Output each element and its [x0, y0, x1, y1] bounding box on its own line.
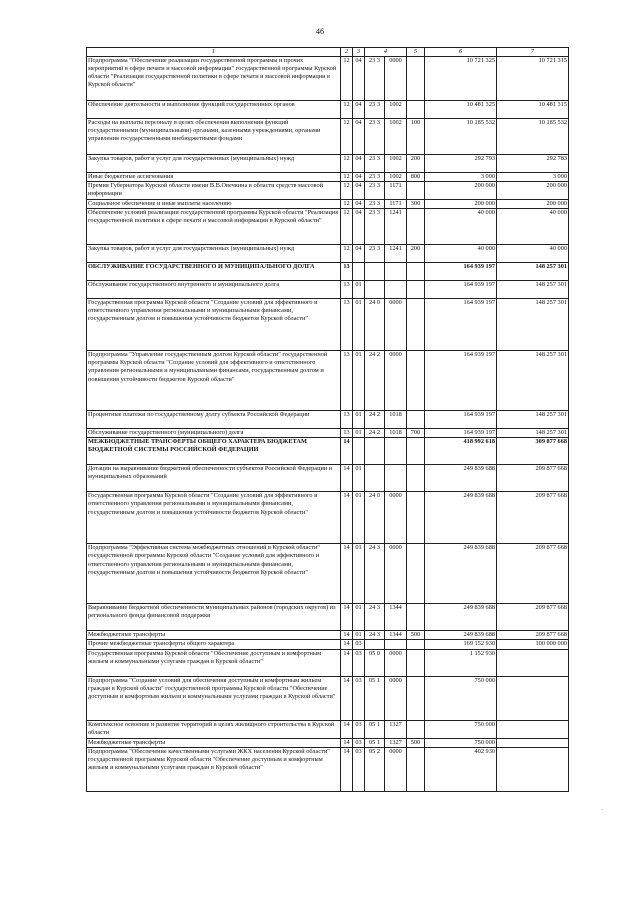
row-program-cell — [365, 281, 385, 299]
header-col-5: 5 — [407, 48, 425, 57]
row-expense-type-cell — [407, 351, 425, 411]
row-subsection-cell: 01 — [353, 631, 365, 640]
row-amount-col6-cell: 10 481 325 — [425, 101, 497, 119]
row-section-cell: 12 — [341, 119, 353, 155]
row-program-cell: 23 3 — [365, 200, 385, 209]
row-expense-type-cell — [407, 411, 425, 429]
row-direction-cell: 1171 — [385, 200, 407, 209]
row-direction-cell: 1018 — [385, 429, 407, 438]
row-amount-col6-cell: 750 000 — [425, 738, 497, 747]
row-section-cell: 13 — [341, 351, 353, 411]
table-row — [87, 604, 569, 631]
row-direction-cell — [385, 640, 407, 649]
row-expense-type-cell — [407, 544, 425, 604]
row-direction-cell: 0000 — [385, 649, 407, 676]
header-col-3: 3 — [353, 48, 365, 57]
row-subsection-cell — [353, 263, 365, 281]
row-section-cell: 14 — [341, 720, 353, 738]
row-direction-cell: 0000 — [385, 57, 407, 101]
row-section-cell: 12 — [341, 200, 353, 209]
row-amount-col6-cell: 3 000 — [425, 173, 497, 182]
row-program-cell: 05 1 — [365, 738, 385, 747]
row-expense-type-cell — [407, 676, 425, 720]
row-subsection-cell: 01 — [353, 465, 365, 492]
row-name-cell: Обеспечение условий реализации государственной программы Курской области "Реализация государственной политики в сфере печати и массовой информации в Курской области" — [87, 209, 341, 245]
table-row — [87, 155, 569, 173]
row-section-cell: 12 — [341, 245, 353, 263]
row-direction-cell: 1344 — [385, 631, 407, 640]
table-row — [87, 544, 569, 604]
row-section-cell: 13 — [341, 299, 353, 351]
row-expense-type-cell: 700 — [407, 429, 425, 438]
row-section-cell: 13 — [341, 281, 353, 299]
row-subsection-cell: 01 — [353, 281, 365, 299]
row-name-cell: Социальное обеспечение и иные выплаты населению — [87, 200, 341, 209]
row-expense-type-cell — [407, 649, 425, 676]
row-amount-col6-cell: 164 939 197 — [425, 411, 497, 429]
table-row — [87, 676, 569, 720]
row-amount-col7-cell: 100 000 000 — [497, 640, 569, 649]
row-amount-col7-cell: 209 877 668 — [497, 631, 569, 640]
row-expense-type-cell: 500 — [407, 631, 425, 640]
row-name-cell: Выравнивание бюджетной обеспеченности муниципальных районов (городских округов) из регионального фонда финансовой поддержки — [87, 604, 341, 631]
row-section-cell: 14 — [341, 544, 353, 604]
row-subsection-cell: 01 — [353, 492, 365, 544]
row-subsection-cell: 04 — [353, 57, 365, 101]
row-name-cell: Подпрограмма "Создание условий для обеспечения доступным и комфортным жильем граждан в Курской области" государственной программы Курской области "Обеспечение доступным и комфортным жильем и коммунальными услугами граждан в Курской области" — [87, 676, 341, 720]
table-row — [87, 209, 569, 245]
row-expense-type-cell — [407, 209, 425, 245]
row-program-cell: 05 2 — [365, 747, 385, 791]
row-amount-col7-cell: 10 481 315 — [497, 101, 569, 119]
row-name-cell: Расходы на выплаты персоналу в целях обеспечения выполнения функций государственными (муниципальными) органами, казенными учреждениями, органами управления государственными внебюджетными фондами — [87, 119, 341, 155]
row-name-cell: Обслуживание государственного внутреннего и муниципального долга — [87, 281, 341, 299]
row-direction-cell: 1241 — [385, 245, 407, 263]
row-subsection-cell — [353, 438, 365, 465]
row-direction-cell: 0000 — [385, 544, 407, 604]
table-row — [87, 101, 569, 119]
row-program-cell: 24 0 — [365, 492, 385, 544]
table-row — [87, 438, 569, 465]
row-name-cell: МЕЖБЮДЖЕТНЫЕ ТРАНСФЕРТЫ ОБЩЕГО ХАРАКТЕРА БЮДЖЕТАМ БЮДЖЕТНОЙ СИСТЕМЫ РОССИЙСКОЙ ФЕДЕРАЦИИ — [87, 438, 341, 465]
table-row — [87, 738, 569, 747]
row-section-cell: 12 — [341, 182, 353, 200]
row-subsection-cell: 01 — [353, 429, 365, 438]
row-direction-cell: 0000 — [385, 492, 407, 544]
table-row — [87, 429, 569, 438]
row-name-cell: Межбюджетные трансферты — [87, 738, 341, 747]
row-name-cell: ОБСЛУЖИВАНИЕ ГОСУДАРСТВЕННОГО И МУНИЦИПАЛЬНОГО ДОЛГА — [87, 263, 341, 281]
row-amount-col6-cell: 1 152 930 — [425, 649, 497, 676]
row-name-cell: Подпрограмма "Обеспечение качественными услугами ЖКХ населения Курской области" государственной программы Курской области "Обеспечение доступным и комфортным жильем и коммунальными услугами граждан в Курской области" — [87, 747, 341, 791]
header-col-6: 6 — [425, 48, 497, 57]
row-program-cell: 24 2 — [365, 411, 385, 429]
row-amount-col7-cell: 3 000 — [497, 173, 569, 182]
row-direction-cell: 1327 — [385, 720, 407, 738]
header-col-1: 1 — [87, 48, 341, 57]
row-amount-col6-cell: 750 000 — [425, 676, 497, 720]
row-direction-cell — [385, 263, 407, 281]
row-program-cell: 24 0 — [365, 299, 385, 351]
row-expense-type-cell: 500 — [407, 738, 425, 747]
row-name-cell: Государственная программа Курской области "Создание условий для эффективного и ответственного управления региональными и муниципальными финансами, государственным долгом и повышения устойчивости бюджетов Курской области" — [87, 492, 341, 544]
row-amount-col6-cell: 40 000 — [425, 209, 497, 245]
row-name-cell: Государственная программа Курской области "Создание условий для эффективного и ответственного управления региональными и муниципальными финансами, государственным долгом и повышения устойчивости бюджетов Курской области" — [87, 299, 341, 351]
row-expense-type-cell: 300 — [407, 200, 425, 209]
table-row — [87, 351, 569, 411]
row-program-cell: 23 3 — [365, 173, 385, 182]
row-amount-col7-cell: 309 877 668 — [497, 438, 569, 465]
row-name-cell: Закупка товаров, работ и услуг для государственных (муниципальных) нужд — [87, 155, 341, 173]
row-direction-cell: 0000 — [385, 676, 407, 720]
row-subsection-cell: 04 — [353, 173, 365, 182]
row-expense-type-cell — [407, 492, 425, 544]
row-amount-col7-cell — [497, 738, 569, 747]
row-amount-col7-cell: 10 721 315 — [497, 57, 569, 101]
row-subsection-cell: 03 — [353, 649, 365, 676]
row-subsection-cell: 01 — [353, 351, 365, 411]
row-amount-col6-cell: 418 992 618 — [425, 438, 497, 465]
row-expense-type-cell: 100 — [407, 119, 425, 155]
row-amount-col6-cell: 164 939 197 — [425, 299, 497, 351]
table-row — [87, 492, 569, 544]
row-expense-type-cell — [407, 604, 425, 631]
row-subsection-cell: 01 — [353, 299, 365, 351]
row-section-cell: 14 — [341, 676, 353, 720]
page-number: 46 — [316, 27, 324, 36]
table-row — [87, 182, 569, 200]
row-expense-type-cell: 800 — [407, 173, 425, 182]
row-program-cell: 24 3 — [365, 544, 385, 604]
row-program-cell: 05 1 — [365, 720, 385, 738]
row-amount-col6-cell: 164 939 197 — [425, 263, 497, 281]
row-program-cell: 05 0 — [365, 649, 385, 676]
row-subsection-cell: 03 — [353, 640, 365, 649]
row-amount-col7-cell: 209 877 668 — [497, 465, 569, 492]
row-program-cell: 24 2 — [365, 429, 385, 438]
row-direction-cell: 1002 — [385, 119, 407, 155]
row-direction-cell: 0000 — [385, 299, 407, 351]
row-amount-col6-cell: 40 000 — [425, 245, 497, 263]
header-col-4: 4 — [365, 48, 407, 57]
row-name-cell: Подпрограмма "Эффективная система межбюджетных отношений в Курской области" государственной программы Курской области "Создание условий для эффективного и ответственного управления региональными и муниципальными финансами, государственным долгом и повышения устойчивости бюджетов Курской области" — [87, 544, 341, 604]
row-amount-col7-cell: 40 000 — [497, 245, 569, 263]
row-amount-col7-cell: 148 257 301 — [497, 351, 569, 411]
row-section-cell: 14 — [341, 640, 353, 649]
row-section-cell: 14 — [341, 438, 353, 465]
row-amount-col6-cell: 10 185 532 — [425, 119, 497, 155]
row-program-cell — [365, 640, 385, 649]
row-amount-col6-cell: 750 000 — [425, 720, 497, 738]
row-program-cell: 24 2 — [365, 351, 385, 411]
row-name-cell: Комплексное освоение и развитие территорий в целях жилищного строительства в Курской области — [87, 720, 341, 738]
row-program-cell: 24 3 — [365, 604, 385, 631]
row-section-cell: 13 — [341, 411, 353, 429]
row-name-cell: Закупка товаров, работ и услуг для государственных (муниципальных) нужд — [87, 245, 341, 263]
budget-table — [86, 47, 569, 792]
row-direction-cell — [385, 438, 407, 465]
row-expense-type-cell — [407, 465, 425, 492]
row-amount-col7-cell: 200 000 — [497, 182, 569, 200]
row-subsection-cell: 04 — [353, 119, 365, 155]
row-expense-type-cell — [407, 57, 425, 101]
header-col-2: 2 — [341, 48, 353, 57]
row-subsection-cell: 03 — [353, 720, 365, 738]
row-section-cell: 12 — [341, 173, 353, 182]
table-row — [87, 281, 569, 299]
table-row — [87, 200, 569, 209]
row-section-cell: 14 — [341, 631, 353, 640]
row-expense-type-cell — [407, 720, 425, 738]
table-row — [87, 747, 569, 791]
row-amount-col6-cell: 402 930 — [425, 747, 497, 791]
table-row — [87, 299, 569, 351]
row-subsection-cell: 04 — [353, 200, 365, 209]
margin-mark: · — [601, 806, 604, 814]
row-expense-type-cell — [407, 182, 425, 200]
row-program-cell — [365, 263, 385, 281]
row-amount-col7-cell: 148 257 301 — [497, 281, 569, 299]
table-row — [87, 720, 569, 738]
row-section-cell: 14 — [341, 492, 353, 544]
row-section-cell: 14 — [341, 465, 353, 492]
row-amount-col6-cell: 249 839 688 — [425, 544, 497, 604]
row-expense-type-cell — [407, 263, 425, 281]
row-direction-cell — [385, 465, 407, 492]
row-amount-col6-cell: 164 939 197 — [425, 281, 497, 299]
table-row — [87, 245, 569, 263]
row-subsection-cell: 01 — [353, 544, 365, 604]
row-amount-col7-cell: 209 877 668 — [497, 544, 569, 604]
row-name-cell: Подпрограмма "Управление государственным долгом Курской области" государственной программы Курской области "Создание условий для эффективного и ответственного управления региональными и муниципальными финансами, государственным долгом и повышения устойчивости бюджетов Курской области" — [87, 351, 341, 411]
row-section-cell: 13 — [341, 429, 353, 438]
row-name-cell: Обеспечение деятельности и выполнение функций государственных органов — [87, 101, 341, 119]
row-program-cell: 23 3 — [365, 182, 385, 200]
row-subsection-cell: 01 — [353, 604, 365, 631]
row-expense-type-cell — [407, 299, 425, 351]
row-name-cell: Прочие межбюджетные трансферты общего характера — [87, 640, 341, 649]
row-direction-cell: 0000 — [385, 351, 407, 411]
row-name-cell: Подпрограмма "Обеспечение реализации государственной программы и прочих мероприятий в сфере печати и массовой информации" государственной программы Курской области "Реализация государственной политики в сфере печати и массовой информации в Курской области" — [87, 57, 341, 101]
row-expense-type-cell — [407, 281, 425, 299]
row-amount-col7-cell — [497, 747, 569, 791]
row-direction-cell: 1002 — [385, 173, 407, 182]
row-section-cell: 12 — [341, 209, 353, 245]
row-program-cell — [365, 465, 385, 492]
table-body — [87, 57, 569, 792]
row-direction-cell: 1171 — [385, 182, 407, 200]
row-subsection-cell: 04 — [353, 209, 365, 245]
row-program-cell — [365, 438, 385, 465]
row-expense-type-cell: 200 — [407, 155, 425, 173]
row-section-cell: 14 — [341, 604, 353, 631]
row-amount-col7-cell: 292 783 — [497, 155, 569, 173]
row-direction-cell: 1018 — [385, 411, 407, 429]
row-amount-col6-cell: 249 839 688 — [425, 492, 497, 544]
row-section-cell: 12 — [341, 57, 353, 101]
row-name-cell: Премия Губернатора Курской области имени В.В.Овечкина в области средств массовой информации — [87, 182, 341, 200]
row-amount-col7-cell: 148 257 301 — [497, 263, 569, 281]
row-expense-type-cell — [407, 747, 425, 791]
row-program-cell: 23 3 — [365, 155, 385, 173]
row-section-cell: 14 — [341, 738, 353, 747]
row-subsection-cell: 03 — [353, 747, 365, 791]
table-row — [87, 263, 569, 281]
row-subsection-cell: 03 — [353, 738, 365, 747]
row-amount-col6-cell: 249 839 688 — [425, 604, 497, 631]
row-name-cell: Государственная программа Курской области "Обеспечение доступным и комфортным жильем и коммунальными услугами граждан в Курской области" — [87, 649, 341, 676]
row-program-cell: 23 3 — [365, 57, 385, 101]
header-col-7: 7 — [497, 48, 569, 57]
row-program-cell: 23 3 — [365, 209, 385, 245]
row-amount-col6-cell: 292 793 — [425, 155, 497, 173]
row-direction-cell: 1327 — [385, 738, 407, 747]
row-name-cell: Иные бюджетные ассигнования — [87, 173, 341, 182]
row-expense-type-cell: 200 — [407, 245, 425, 263]
row-amount-col6-cell: 200 000 — [425, 182, 497, 200]
row-expense-type-cell — [407, 438, 425, 465]
row-amount-col7-cell: 209 877 668 — [497, 604, 569, 631]
table-row — [87, 640, 569, 649]
table-header-row — [87, 48, 569, 57]
row-direction-cell: 1344 — [385, 604, 407, 631]
row-amount-col6-cell: 164 939 197 — [425, 351, 497, 411]
row-program-cell: 23 3 — [365, 101, 385, 119]
row-subsection-cell: 04 — [353, 155, 365, 173]
row-program-cell: 23 3 — [365, 119, 385, 155]
row-name-cell: Дотации на выравнивание бюджетной обеспеченности субъектов Российской Федерации и муниципальных образований — [87, 465, 341, 492]
row-amount-col7-cell — [497, 676, 569, 720]
row-direction-cell: 0000 — [385, 747, 407, 791]
row-section-cell: 14 — [341, 747, 353, 791]
row-amount-col6-cell: 249 839 688 — [425, 465, 497, 492]
row-amount-col6-cell: 10 721 325 — [425, 57, 497, 101]
row-direction-cell: 1002 — [385, 155, 407, 173]
row-amount-col7-cell: 148 257 301 — [497, 429, 569, 438]
row-subsection-cell: 04 — [353, 182, 365, 200]
row-subsection-cell: 04 — [353, 101, 365, 119]
row-subsection-cell: 03 — [353, 676, 365, 720]
row-name-cell: Процентные платежи по государственному долгу субъекта Российской Федерации — [87, 411, 341, 429]
row-program-cell: 23 3 — [365, 245, 385, 263]
table-row — [87, 119, 569, 155]
table-row — [87, 173, 569, 182]
table-row — [87, 465, 569, 492]
row-amount-col6-cell: 164 939 197 — [425, 429, 497, 438]
row-amount-col7-cell: 200 000 — [497, 200, 569, 209]
row-amount-col6-cell: 249 839 688 — [425, 631, 497, 640]
row-subsection-cell: 01 — [353, 411, 365, 429]
row-subsection-cell: 04 — [353, 245, 365, 263]
row-direction-cell: 1002 — [385, 101, 407, 119]
row-expense-type-cell — [407, 101, 425, 119]
row-expense-type-cell — [407, 640, 425, 649]
row-amount-col7-cell: 148 257 301 — [497, 411, 569, 429]
row-amount-col7-cell: 10 185 532 — [497, 119, 569, 155]
row-section-cell: 12 — [341, 101, 353, 119]
row-name-cell: Межбюджетные трансферты — [87, 631, 341, 640]
table-row — [87, 411, 569, 429]
row-amount-col6-cell: 200 000 — [425, 200, 497, 209]
table-row — [87, 649, 569, 676]
row-amount-col7-cell — [497, 720, 569, 738]
row-amount-col7-cell — [497, 649, 569, 676]
table-row — [87, 57, 569, 101]
row-direction-cell — [385, 281, 407, 299]
row-amount-col7-cell: 40 000 — [497, 209, 569, 245]
row-section-cell: 12 — [341, 155, 353, 173]
row-amount-col6-cell: 169 152 930 — [425, 640, 497, 649]
row-amount-col7-cell: 209 877 668 — [497, 492, 569, 544]
row-name-cell: Обслуживание государственного (муниципального) долга — [87, 429, 341, 438]
table-row — [87, 631, 569, 640]
row-section-cell: 13 — [341, 263, 353, 281]
row-program-cell: 05 1 — [365, 676, 385, 720]
row-program-cell: 24 3 — [365, 631, 385, 640]
row-direction-cell: 1241 — [385, 209, 407, 245]
row-section-cell: 14 — [341, 649, 353, 676]
row-amount-col7-cell: 148 257 301 — [497, 299, 569, 351]
